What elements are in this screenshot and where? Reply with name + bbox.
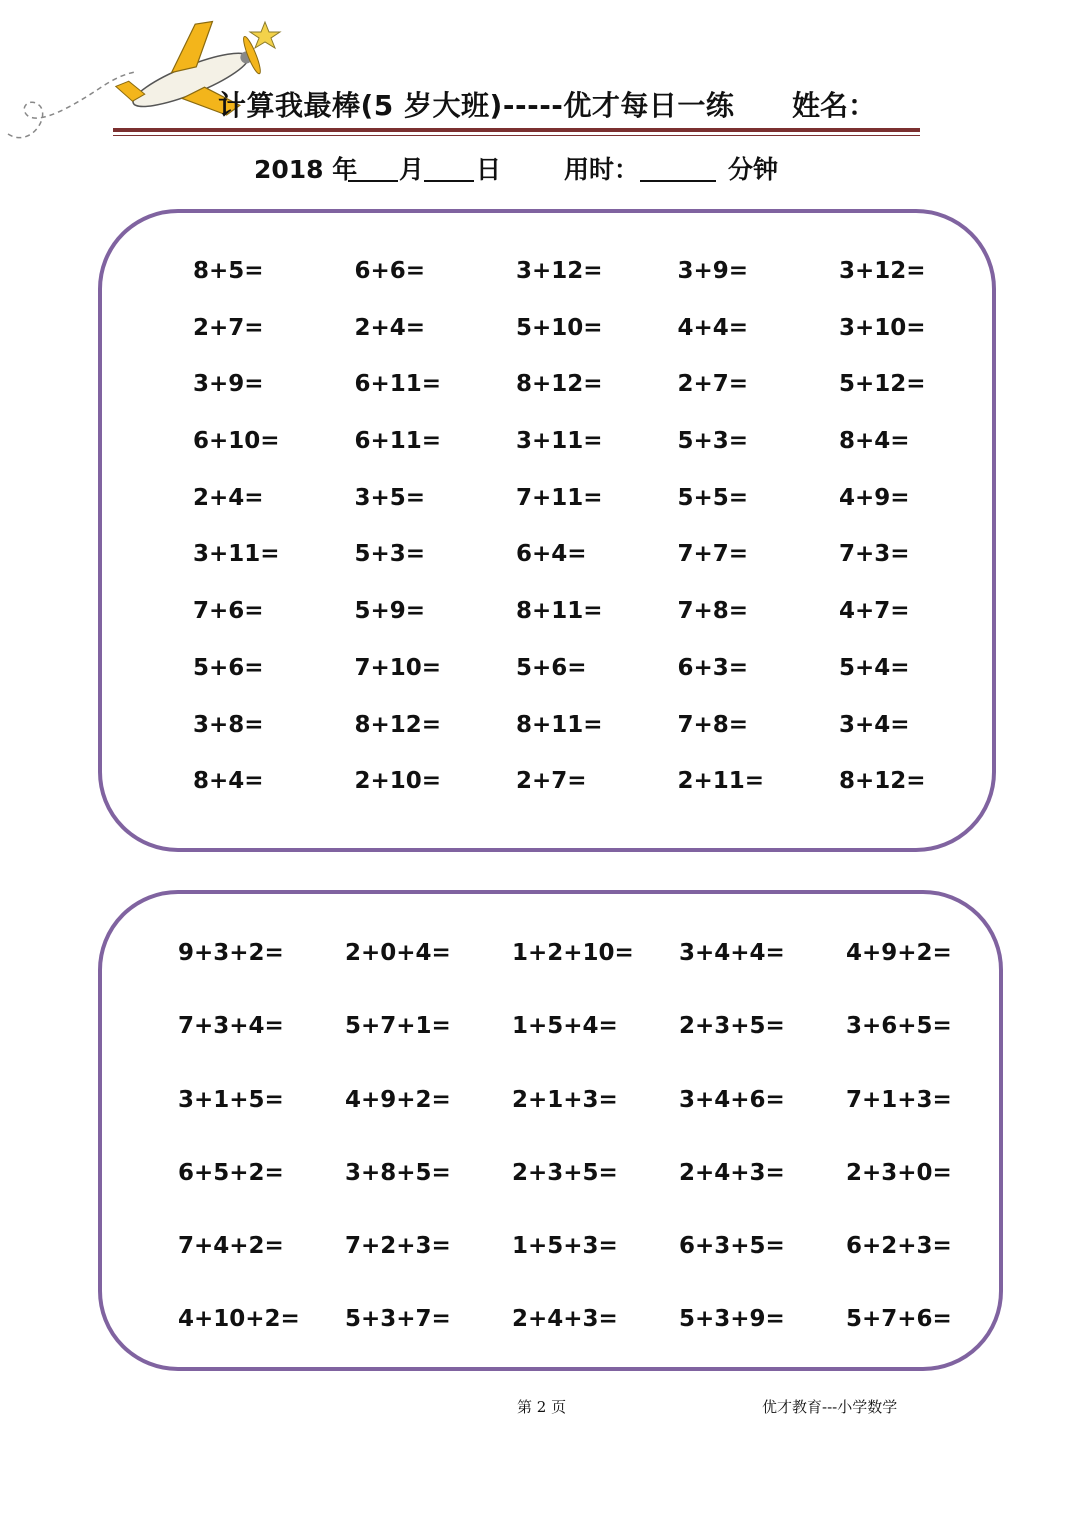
math-problem: 8+4=	[839, 428, 910, 455]
math-problem: 5+7+6=	[846, 1306, 952, 1333]
day-blank[interactable]	[424, 152, 474, 182]
math-problem: 3+10=	[839, 314, 926, 341]
math-problem: 1+5+3=	[512, 1233, 618, 1260]
math-problem: 3+5=	[354, 484, 426, 511]
math-problem: 5+9=	[354, 598, 426, 625]
math-problem: 8+4=	[193, 768, 264, 795]
footer-organization: 优才教育---小学数学	[762, 1398, 898, 1416]
math-problem: 6+6=	[354, 258, 426, 284]
math-problem: 2+1+3=	[512, 1086, 618, 1113]
math-problem: 7+7=	[677, 541, 749, 568]
math-problem: 5+6=	[193, 654, 264, 681]
math-problem: 3+6+5=	[846, 1013, 952, 1040]
math-problem: 4+4=	[677, 314, 749, 341]
month-label: 月	[399, 155, 425, 184]
math-problem: 6+2+3=	[846, 1233, 952, 1260]
math-problem: 5+3=	[354, 541, 426, 568]
math-problem: 8+5=	[193, 258, 264, 284]
page-number: 第 2 页	[517, 1398, 567, 1416]
star-icon	[250, 22, 280, 48]
math-problem: 2+4=	[193, 484, 264, 511]
math-problem: 3+1+5=	[178, 1086, 284, 1113]
math-problem: 3+11=	[516, 428, 603, 455]
math-problem: 2+0+4=	[345, 940, 451, 966]
math-problem: 4+7=	[839, 598, 910, 625]
math-problem: 4+9+2=	[345, 1086, 451, 1113]
math-problem: 7+3=	[839, 541, 910, 568]
math-problem: 2+3+0=	[846, 1159, 952, 1186]
math-problem: 2+11=	[677, 768, 765, 795]
math-problem: 7+6=	[193, 598, 264, 625]
math-problem: 5+3+9=	[679, 1306, 785, 1333]
math-problem: 2+4=	[354, 314, 426, 341]
math-problem: 5+4=	[839, 654, 910, 681]
math-problem: 3+11=	[193, 541, 280, 568]
math-problem: 1+5+4=	[512, 1013, 618, 1040]
name-label: 姓名：	[792, 89, 877, 122]
header-rule-thin	[113, 135, 920, 136]
math-problem: 6+4=	[516, 541, 587, 568]
math-problem: 2+4+3=	[679, 1159, 785, 1186]
month-blank[interactable]	[348, 152, 398, 182]
math-problem: 3+9=	[677, 258, 749, 284]
math-problem: 7+2+3=	[345, 1233, 451, 1260]
math-problem: 5+10=	[516, 314, 603, 341]
math-problem: 8+12=	[354, 711, 442, 738]
math-problem: 4+9+2=	[846, 940, 952, 966]
worksheet-title: 计算我最棒(5 岁大班)-----优才每日一练	[218, 89, 735, 122]
math-problem: 7+10=	[354, 654, 442, 681]
math-problem: 3+8=	[193, 711, 264, 738]
math-problem: 6+5+2=	[178, 1159, 284, 1186]
math-problem: 2+7=	[677, 371, 749, 398]
math-problem: 6+11=	[354, 428, 442, 455]
math-problem: 7+8=	[677, 711, 749, 738]
math-problem: 2+4+3=	[512, 1306, 618, 1333]
date-row	[0, 150, 1080, 186]
minute-label: 分钟	[728, 155, 779, 184]
math-problem: 5+6=	[516, 654, 587, 681]
time-blank[interactable]	[640, 152, 716, 182]
math-problem: 5+7+1=	[345, 1013, 451, 1040]
math-problem: 7+1+3=	[846, 1086, 952, 1113]
math-problem: 3+12=	[516, 258, 603, 284]
math-problem: 2+7=	[516, 768, 587, 795]
math-problem: 3+4+4=	[679, 940, 785, 966]
math-problem: 6+11=	[354, 371, 442, 398]
math-problem: 5+5=	[677, 484, 749, 511]
math-problem: 4+10+2=	[178, 1306, 300, 1333]
year-label: 2018 年	[254, 155, 358, 184]
math-problem: 3+9=	[193, 371, 264, 398]
math-problem: 5+3+7=	[345, 1306, 451, 1333]
math-problem: 1+2+10=	[512, 940, 634, 966]
exercise-grid-1	[193, 253, 1001, 820]
day-label: 日	[476, 155, 502, 184]
math-problem: 8+11=	[516, 711, 603, 738]
math-problem: 8+12=	[516, 371, 603, 398]
math-problem: 2+7=	[193, 314, 264, 341]
math-problem: 2+3+5=	[512, 1159, 618, 1186]
math-problem: 5+3=	[677, 428, 749, 455]
math-problem: 7+4+2=	[178, 1233, 284, 1260]
math-problem: 3+12=	[839, 258, 926, 284]
exercise-grid-2	[178, 935, 1013, 1375]
math-problem: 3+4=	[839, 711, 910, 738]
math-problem: 6+3+5=	[679, 1233, 785, 1260]
math-problem: 2+3+5=	[679, 1013, 785, 1040]
math-problem: 7+11=	[516, 484, 603, 511]
math-problem: 8+12=	[839, 768, 926, 795]
math-problem: 2+10=	[354, 768, 442, 795]
math-problem: 6+10=	[193, 428, 280, 455]
math-problem: 3+8+5=	[345, 1159, 451, 1186]
math-problem: 7+3+4=	[178, 1013, 284, 1040]
time-label: 用时：	[564, 155, 640, 184]
math-problem: 4+9=	[839, 484, 910, 511]
math-problem: 3+4+6=	[679, 1086, 785, 1113]
math-problem: 7+8=	[677, 598, 749, 625]
math-problem: 9+3+2=	[178, 940, 284, 966]
header-rule	[113, 128, 920, 132]
math-problem: 5+12=	[839, 371, 926, 398]
math-problem: 6+3=	[677, 654, 749, 681]
math-problem: 8+11=	[516, 598, 603, 625]
